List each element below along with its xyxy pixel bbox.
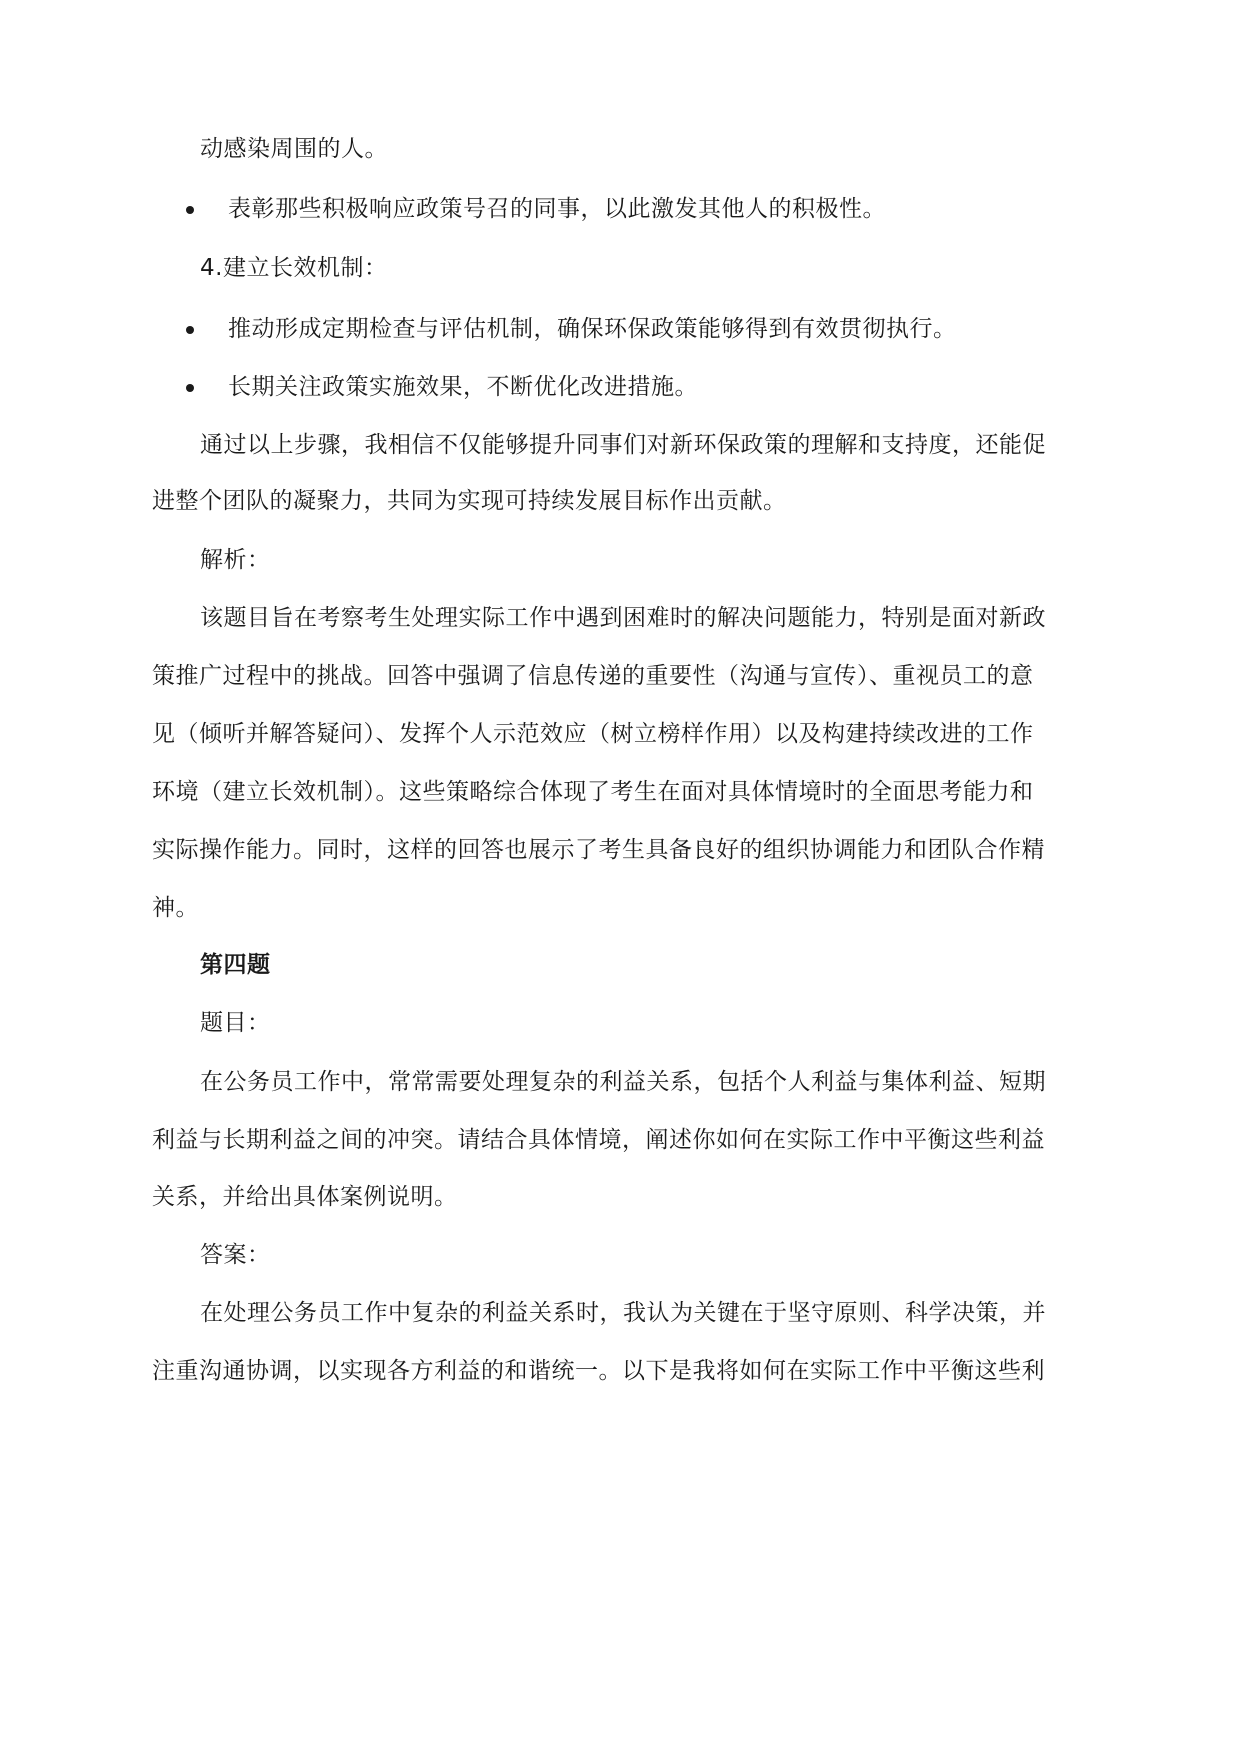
paragraph-line: 通过以上步骤，我相信不仅能够提升同事们对新环保政策的理解和支持度，还能促 — [200, 432, 1046, 458]
answer-label: 答案： — [200, 1242, 271, 1268]
paragraph-line: 策推广过程中的挑战。回答中强调了信息传递的重要性（沟通与宣传）、重视员工的意 — [152, 663, 1034, 689]
paragraph-line: 见（倾听并解答疑问）、发挥个人示范效应（树立榜样作用）以及构建持续改进的工作 — [152, 721, 1034, 747]
bullet-item: 推动形成定期检查与评估机制，确保环保政策能够得到有效贯彻执行。 — [228, 316, 957, 342]
paragraph-line: 该题目旨在考察考生处理实际工作中遇到困难时的解决问题能力，特别是面对新政 — [200, 605, 1046, 631]
section-heading: 4.建立长效机制： — [200, 255, 388, 281]
analysis-label: 解析： — [200, 547, 271, 573]
paragraph-line: 注重沟通协调，以实现各方利益的和谐统一。以下是我将如何在实际工作中平衡这些利 — [152, 1358, 1045, 1384]
paragraph-line: 在处理公务员工作中复杂的利益关系时，我认为关键在于坚守原则、科学决策，并 — [200, 1300, 1046, 1326]
paragraph-line: 神。 — [152, 895, 199, 921]
question-heading: 第四题 — [200, 952, 271, 978]
paragraph-line: 实际操作能力。同时，这样的回答也展示了考生具备良好的组织协调能力和团队合作精 — [152, 837, 1045, 863]
bullet-icon — [186, 326, 194, 334]
continuation-line: 动感染周围的人。 — [200, 136, 388, 162]
bullet-item: 长期关注政策实施效果，不断优化改进措施。 — [228, 374, 698, 400]
bullet-icon — [186, 384, 194, 392]
question-label: 题目： — [200, 1010, 271, 1036]
paragraph-line: 在公务员工作中，常常需要处理复杂的利益关系，包括个人利益与集体利益、短期 — [200, 1069, 1046, 1095]
paragraph-line: 利益与长期利益之间的冲突。请结合具体情境，阐述你如何在实际工作中平衡这些利益 — [152, 1127, 1045, 1153]
paragraph-line: 关系，并给出具体案例说明。 — [152, 1184, 458, 1210]
paragraph-line: 进整个团队的凝聚力，共同为实现可持续发展目标作出贡献。 — [152, 488, 787, 514]
bullet-icon — [186, 206, 194, 214]
paragraph-line: 环境（建立长效机制）。这些策略综合体现了考生在面对具体情境时的全面思考能力和 — [152, 779, 1034, 805]
bullet-item: 表彰那些积极响应政策号召的同事，以此激发其他人的积极性。 — [228, 196, 886, 222]
